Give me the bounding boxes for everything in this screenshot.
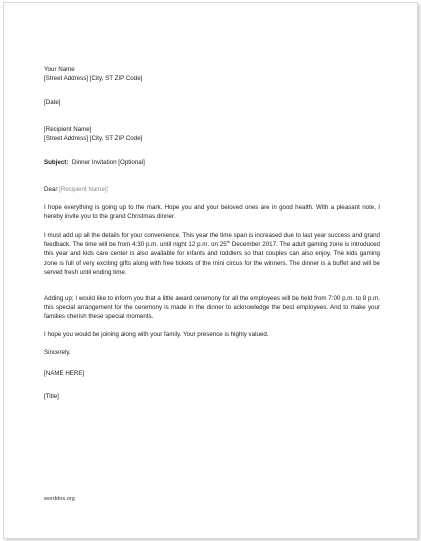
footer-website: worddox.org	[44, 496, 75, 502]
signature-title-text: [Title]	[44, 393, 59, 400]
salutation-suffix: :	[106, 186, 109, 193]
closing-text: Sincerely,	[44, 349, 71, 356]
date-block	[44, 98, 384, 107]
paragraph-4: I hope you would be joining along with your family. Your presence is highly valued.	[44, 331, 269, 338]
signature-name	[44, 369, 384, 378]
ordinal-suffix: th	[226, 239, 231, 245]
recipient-block	[44, 125, 384, 143]
sender-address: [Street Address] [City, ST ZIP Code]	[44, 75, 143, 83]
closing	[44, 348, 384, 357]
subject-line	[44, 158, 384, 167]
sender-block	[44, 65, 384, 83]
signature-title	[44, 392, 384, 401]
signature-name-text: [NAME HERE]	[44, 370, 85, 377]
paragraph-2-end: December 2017. The adult gaming zone is introduced this year and kids care center is also available for infants and toddlers so that couples can also enjoy. The kids gaming zone is full of very exciting gifts along with free tickets of the mini circus for the winners. The dinner is a buffet and will be served fresh until ending time.	[44, 241, 380, 276]
paragraph-3: Adding up; I would like to inform you that a little award ceremony for all the employees will be held from 7:00 p.m. to 8 p.m. this special arrangement for the ceremony is made in the dinner to acknowledge the best employees. And to make your families cherish these special moments.	[44, 295, 380, 321]
salutation-prefix: Dear	[44, 186, 60, 193]
sender-name: Your Name	[44, 66, 75, 73]
recipient-address: [Street Address] [City, ST ZIP Code]	[44, 135, 143, 143]
subject-label: Subject:	[44, 159, 69, 166]
paragraph-2-start: I must add up all the details for your convenience. This year the time span is increased due to last year success and grand feedback. The time will be from 4:30 p.m. until night 12 p.m. on 25	[44, 232, 380, 249]
salutation	[44, 185, 384, 194]
letter-page	[3, 2, 418, 539]
recipient-name: [Recipient Name]	[44, 126, 92, 133]
letter-date: [Date]	[44, 99, 61, 106]
paragraph-2	[44, 231, 380, 277]
paragraph-1: I hope everything is going up to the mark. Hope you and your beloved ones are in good health. With a pleasant note, I hereby invite you to the grand Christmas dinner.	[44, 204, 380, 221]
salutation-recipient-name: [Recipient Name]	[59, 186, 107, 193]
subject-text: Dinner Invitation [Optional]	[71, 159, 145, 166]
